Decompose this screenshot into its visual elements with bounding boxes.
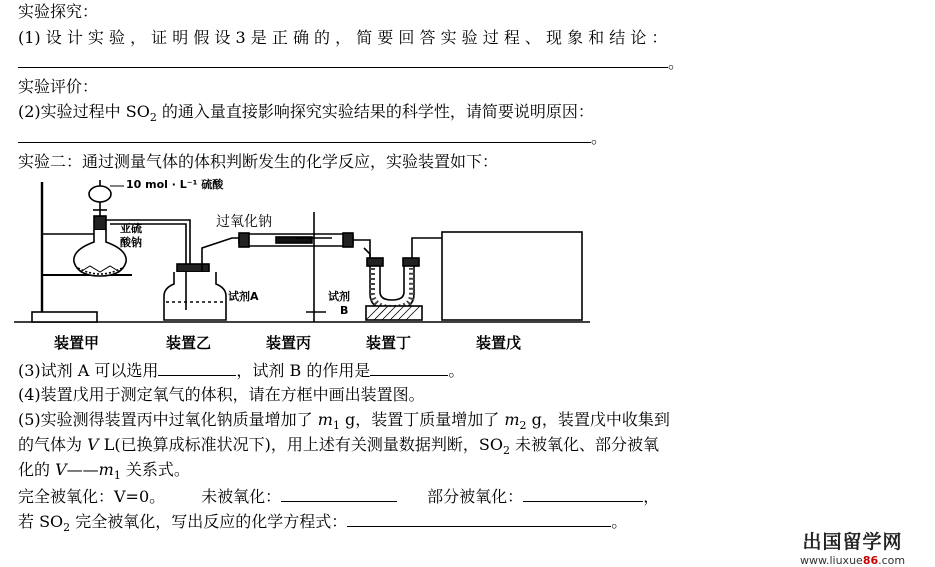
- watermark: [800, 527, 905, 567]
- answer-blank[interactable]: [18, 52, 668, 68]
- heading-experiment-eval: 实验评价：: [18, 77, 99, 96]
- question-4: (4)装置戊用于测定氧气的体积，请在方框中画出装置图。: [18, 385, 425, 404]
- question-1: (1) 设 计 实 验 ， 证 明 假 设 3 是 正 确 的 ， 简 要 回 答 实 验 过 程 、 现 象 和 结 论 ：: [18, 28, 668, 47]
- question-6: 若 $SO_2$ 完全被氧化，写出反应的化学方程式： 。: [18, 512, 628, 535]
- question-5-answers: 完全被氧化：V=0。 未被氧化： 部分被氧化： ，: [18, 487, 660, 506]
- question-2: (2)实验过程中 $SO_2$ 的通入量直接影响探究实验结果的科学性，请简要说明原因：: [18, 102, 594, 125]
- round-bottom-flask: [74, 230, 126, 276]
- period: 。: [668, 53, 685, 72]
- question-2-answer-line: [18, 127, 607, 148]
- answer-blank-reagent-b[interactable]: [370, 360, 448, 376]
- question-1-answer-line: [18, 52, 684, 73]
- label-yi: 装置乙: [166, 334, 212, 352]
- watermark-url: www.liuxue86.com: [800, 554, 906, 567]
- flask-label: 亚硫: [120, 222, 142, 235]
- peroxide-label: 过氧化钠: [216, 214, 272, 230]
- label-bing: 装置丙: [266, 334, 312, 352]
- apparatus-diagram: [14, 172, 594, 358]
- answer-blank-equation[interactable]: [347, 511, 611, 527]
- separatory-funnel: [89, 186, 111, 202]
- answer-blank[interactable]: [18, 127, 591, 143]
- answer-blank-not-oxidized[interactable]: [281, 486, 397, 502]
- answer-fully-oxidized: 完全被氧化：V=0。: [18, 487, 166, 506]
- flask-label: 酸钠: [120, 236, 142, 249]
- reagent-b-label: 试剂: [328, 290, 350, 303]
- period: 。: [591, 128, 608, 147]
- answer-blank-reagent-a[interactable]: [158, 360, 236, 376]
- question-5-line-1: (5)实验测得装置丙中过氧化钠质量增加了 $m_1$ g，装置丁质量增加了 $m_2$ g，装置戊中收集到: [18, 410, 670, 433]
- reagent-a-label: 试剂A: [228, 290, 259, 303]
- acid-label: 10 mol · L⁻¹ 硫酸: [126, 178, 224, 191]
- wash-bottle: [164, 272, 226, 320]
- question-5-line-3: 化的 $V——m_1$ 关系式。: [18, 460, 190, 483]
- heading-experiment-explore: 实验探究：: [18, 2, 99, 21]
- question-5-line-2: 的气体为 V L(已换算成标准状况下)，用上述有关测量数据判断，$SO_2$ 未被氧化、部分被氧: [18, 435, 660, 458]
- label-ding: 装置丁: [366, 334, 412, 352]
- answer-blank-partially-oxidized[interactable]: [523, 486, 643, 502]
- question-3: (3)试剂 A 可以选用 ，试剂 B 的作用是 。: [18, 361, 465, 380]
- label-jia: 装置甲: [54, 334, 100, 352]
- experiment-2-intro: 实验二：通过测量气体的体积判断发生的化学反应，实验装置如下：: [18, 152, 499, 171]
- label-wu: 装置戊: [476, 334, 522, 352]
- reagent-b-label: B: [340, 304, 349, 317]
- watermark-title: 出国留学网: [802, 531, 903, 553]
- answer-box-wu: [442, 232, 582, 320]
